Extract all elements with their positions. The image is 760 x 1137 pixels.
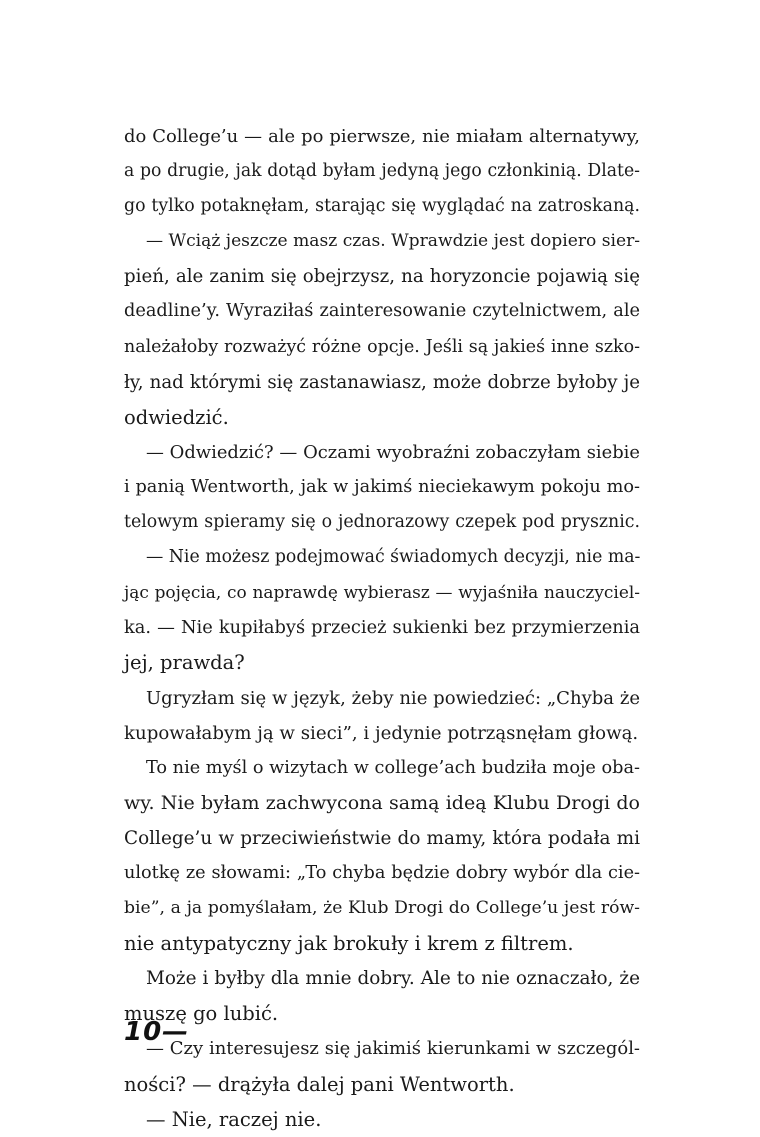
text-line: bie”, a ja pomyślałam, że Klub Drogi do College’u jest rów-	[124, 898, 640, 919]
text-line: ły, nad którymi się zastanawiasz, może dobrze byłoby je	[124, 371, 640, 393]
text-line: jej, prawda?	[124, 651, 245, 675]
text-line: ności? — drążyła dalej pani Wentworth.	[124, 1072, 515, 1096]
text-line: należałoby rozważyć różne opcje. Jeśli są jakieś inne szko-	[124, 336, 640, 357]
text-line: ka. — Nie kupiłabyś przecież sukienki bez przymierzenia	[124, 617, 640, 639]
text-line: kupowałabym ją w sieci”, i jedynie potrząsnęłam głową.	[124, 722, 639, 744]
text-line: muszę go lubić.	[124, 1002, 279, 1026]
text-line: nie antypatyczny jak brokuły i krem z filtrem.	[124, 932, 574, 956]
text-line: — Nie możesz podejmować świadomych decyzji, nie ma-	[146, 547, 641, 568]
text-line: Ugryzłam się w język, żeby nie powiedzieć: „Chyba że	[146, 687, 640, 709]
text-line: ulotkę ze słowami: „To chyba będzie dobry wybór dla cie-	[124, 862, 640, 883]
text-line: go tylko potaknęłam, starając się wyglądać na zatroskaną.	[124, 196, 640, 217]
text-line: do College’u — ale po pierwsze, nie miałam alternatywy,	[124, 126, 640, 147]
text-line: deadline’y. Wyraziłaś zainteresowanie czytelnictwem, ale	[124, 301, 640, 322]
text-line: — Wciąż jeszcze masz czas. Wprawdzie jest dopiero sier-	[146, 231, 641, 252]
text-line: wy. Nie byłam zachwycona samą ideą Klubu Drogi do	[124, 791, 640, 814]
body-text	[124, 119, 640, 1137]
text-line: a po drugie, jak dotąd byłam jedyną jego członkinią. Dlate-	[124, 161, 640, 182]
page-number: 10—	[124, 1017, 190, 1047]
text-line: telowym spieramy się o jednorazowy czepek pod prysznic.	[124, 512, 640, 533]
text-line: pień, ale zanim się obejrzysz, na horyzoncie pojawią się	[124, 266, 640, 288]
text-line: odwiedzić.	[124, 405, 229, 429]
text-line: — Nie, raczej nie.	[146, 1107, 322, 1131]
text-line: College’u w przeciwieństwie do mamy, która podała mi	[124, 827, 640, 849]
text-line: — Czy interesujesz się jakimiś kierunkami w szczegól-	[146, 1038, 640, 1060]
text-line: — Odwiedzić? — Oczami wyobraźni zobaczyłam siebie	[146, 441, 640, 463]
text-line: jąc pojęcia, co naprawdę wybierasz — wyjaśniła nauczyciel-	[124, 582, 640, 603]
text-line: To nie myśl o wizytach w college’ach budziła moje oba-	[146, 757, 640, 778]
text-line: Może i byłby dla mnie dobry. Ale to nie oznaczało, że	[146, 968, 640, 990]
text-line: i panią Wentworth, jak w jakimś nieciekawym pokoju mo-	[124, 476, 640, 497]
